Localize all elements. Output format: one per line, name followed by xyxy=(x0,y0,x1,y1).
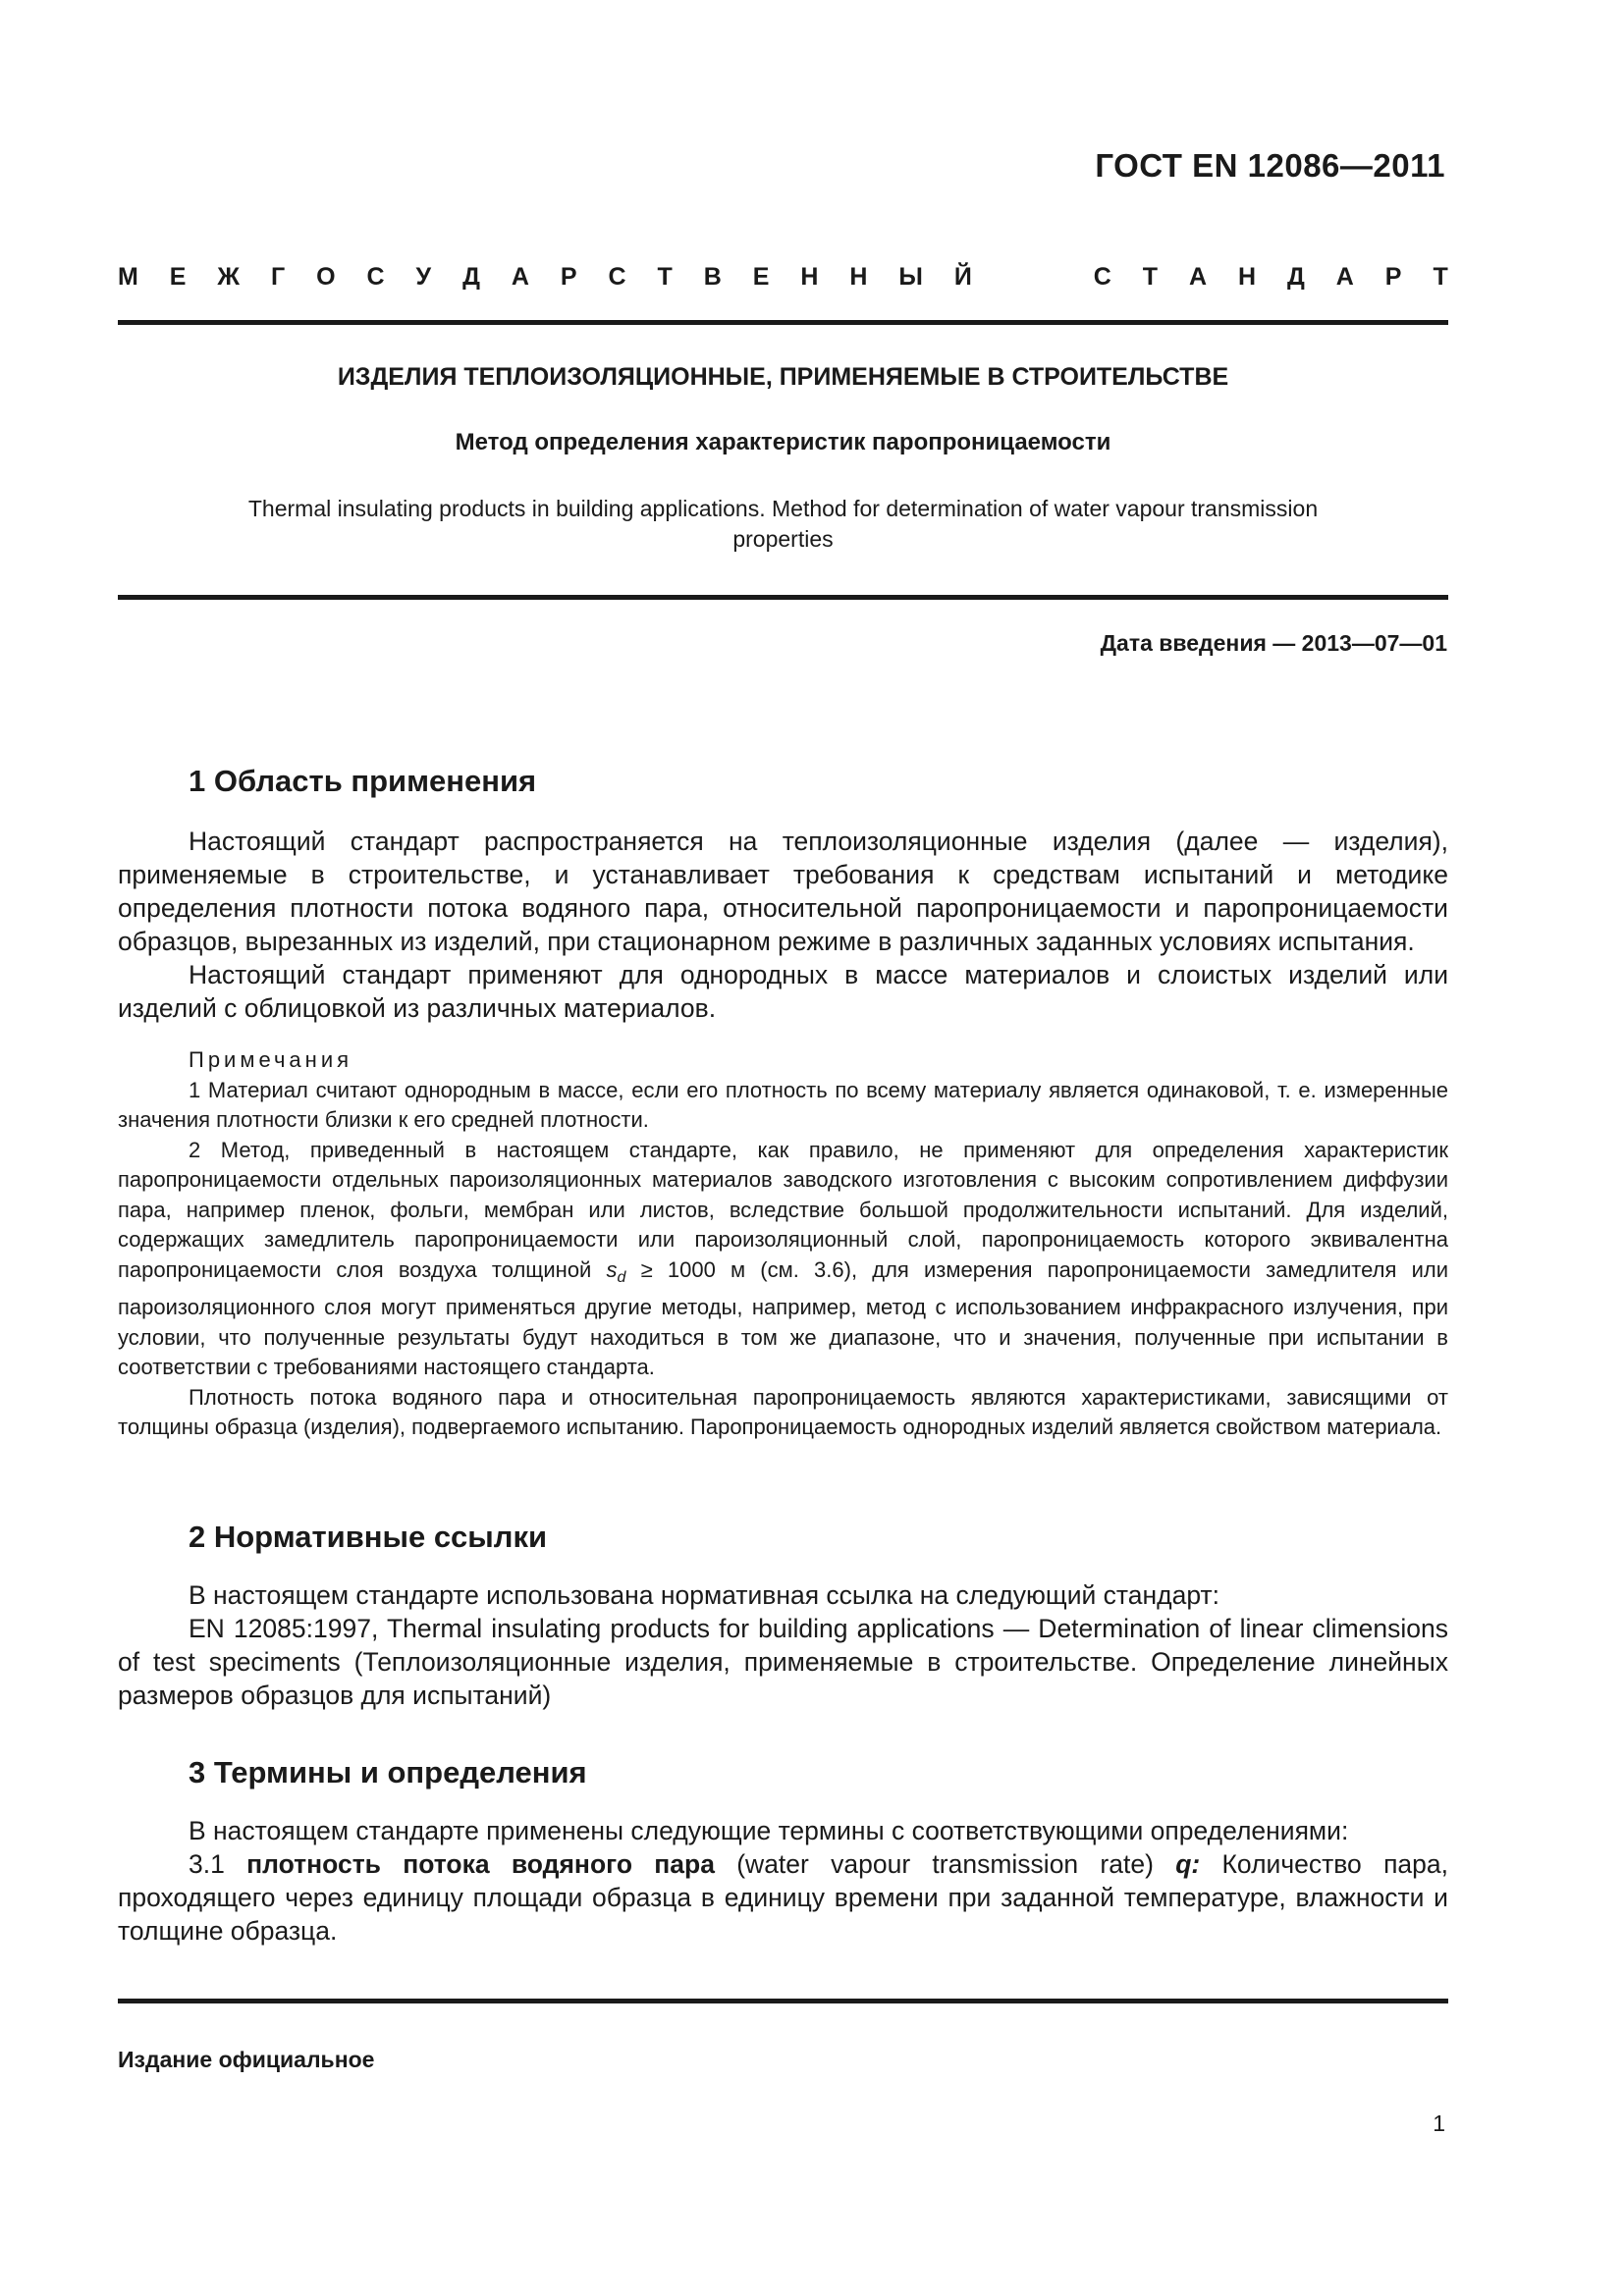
note-1: 1 Материал считают однородным в массе, если его плотность по всему материалу является одинаковой, т. е. измеренные значения плотности близки к его средней плотности. xyxy=(118,1077,1448,1132)
banner-letter: Ы xyxy=(898,263,923,291)
banner-letter: У xyxy=(415,263,432,291)
notes-heading: Примечания xyxy=(189,1047,353,1072)
paragraph: Настоящий стандарт применяют для однородных в массе материалов и слоистых изделий или изделий с облицовкой из различных материалов. xyxy=(118,960,1448,1023)
section-2-heading: 2 Нормативные ссылки xyxy=(189,1520,548,1554)
banner-letter: О xyxy=(316,263,336,291)
section-1-heading: 1 Область применения xyxy=(189,764,537,798)
header-rule xyxy=(118,320,1448,325)
banner-letter: А xyxy=(511,263,529,291)
banner-letter: Й xyxy=(953,263,972,291)
banner-letter: Т xyxy=(1142,263,1159,291)
banner-letter: М xyxy=(118,263,138,291)
banner-letter: Т xyxy=(657,263,673,291)
banner-letter: А xyxy=(1188,263,1208,291)
section-1-body xyxy=(118,825,1448,1025)
normative-reference: EN 12085:1997, Thermal insulating products for building applications — Determination of linear climensions of test speciments (Теплоизоляционные изделия, применяемые в строительстве. Определение линейных размеров образцов для испытаний) xyxy=(118,1614,1448,1710)
banner-letter: Р xyxy=(560,263,577,291)
banner-letter: Н xyxy=(1238,263,1257,291)
defined-term: плотность потока водяного пара xyxy=(246,1849,715,1879)
section-3-heading: 3 Термины и определения xyxy=(189,1755,587,1789)
banner-letter: Е xyxy=(752,263,770,291)
document-title-english xyxy=(118,494,1448,555)
note-3: Плотность потока водяного пара и относительная паропроницаемость являются характеристиками, зависящими от толщины образца (изделия), подвергаемого испытанию. Паропроницаемость однородных изделий является свойством материала. xyxy=(118,1384,1448,1439)
banner-letter: Е xyxy=(169,263,187,291)
section-2-body xyxy=(118,1578,1448,1712)
note-2: 2 Метод, приведенный в настоящем стандарте, как правило, не применяют для определения характеристик паропроницаемости отдельных пароизоляционных материалов заводского изготовления с высоким сопротивлением диффузии пара, например пленок, фольги, мембран или листов, вследствие большой продолжительности испытаний. Для изделий, содержащих замедлитель паропроницаемости или пароизоляционный слой, паропроницаемость которого эквивалентна паропроницаемости слоя воздуха толщиной $s_d \ge 1000$ м (см. 3.6), для измерения паропроницаемости замедлителя или пароизоляционного слоя могут применяться другие методы, например, метод с использованием инфракрасного излучения, при условии, что полученные результаты будут находиться в том же диапазоне, что и значения, полученные при испытании в соответствии с требованиями настоящего стандарта. xyxy=(118,1137,1448,1379)
document-title: ИЗДЕЛИЯ ТЕПЛОИЗОЛЯЦИОННЫЕ, ПРИМЕНЯЕМЫЕ В СТРОИТЕЛЬСТВЕ xyxy=(337,363,1229,391)
banner-letter: Д xyxy=(462,263,480,291)
section-1-notes xyxy=(118,1045,1448,1443)
banner-letter: Ж xyxy=(217,263,241,291)
paragraph: В настоящем стандарте применены следующие термины с соответствующими определениями: xyxy=(189,1816,1349,1845)
banner-letter: Г xyxy=(270,263,286,291)
paragraph: В настоящем стандарте использована нормативная ссылка на следующий стандарт: xyxy=(189,1580,1219,1610)
section-3-body xyxy=(118,1814,1448,1948)
document-subtitle: Метод определения характеристик паропроницаемости xyxy=(455,429,1111,455)
word-gap xyxy=(1003,263,1062,292)
banner-letter: Н xyxy=(849,263,868,291)
banner-letter: Р xyxy=(1384,263,1402,291)
definition-3-1: 3.1 плотность потока водяного пара (water vapour transmission rate) q: Количество пара, проходящего через единицу площади образца в единицу времени при заданной температуре, влажности и толщине образца. xyxy=(118,1849,1448,1946)
title-english-line-2: properties xyxy=(732,526,834,552)
page-number: 1 xyxy=(1433,2110,1445,2136)
paragraph: Настоящий стандарт распространяется на теплоизоляционные изделия (далее — изделия), применяемые в строительстве, и устанавливает требования к средствам испытаний и методике определения плотности потока водяного пара, относительной паропроницаемости и паропроницаемости образцов, вырезанных из изделий, при стационарном режиме в различных заданных условиях испытания. xyxy=(118,827,1448,956)
introduction-date: Дата введения — 2013—07—01 xyxy=(1100,630,1447,656)
banner-letter: С xyxy=(366,263,385,291)
banner-letter: С xyxy=(608,263,626,291)
interstate-standard-banner xyxy=(118,263,1448,292)
title-rule xyxy=(118,595,1448,600)
banner-letter: В xyxy=(703,263,722,291)
official-edition-label: Издание официальное xyxy=(118,2047,375,2072)
banner-letter: Д xyxy=(1287,263,1305,291)
banner-letter: Т xyxy=(1433,263,1448,291)
title-english-line-1: Thermal insulating products in building applications. Method for determination of water vapour transmission xyxy=(247,496,1319,521)
banner-letter: А xyxy=(1335,263,1354,291)
document-number: ГОСТ EN 12086—2011 xyxy=(1095,147,1445,184)
banner-letter: Н xyxy=(800,263,819,291)
footer-rule xyxy=(118,1999,1448,2003)
banner-letter: С xyxy=(1093,263,1111,291)
